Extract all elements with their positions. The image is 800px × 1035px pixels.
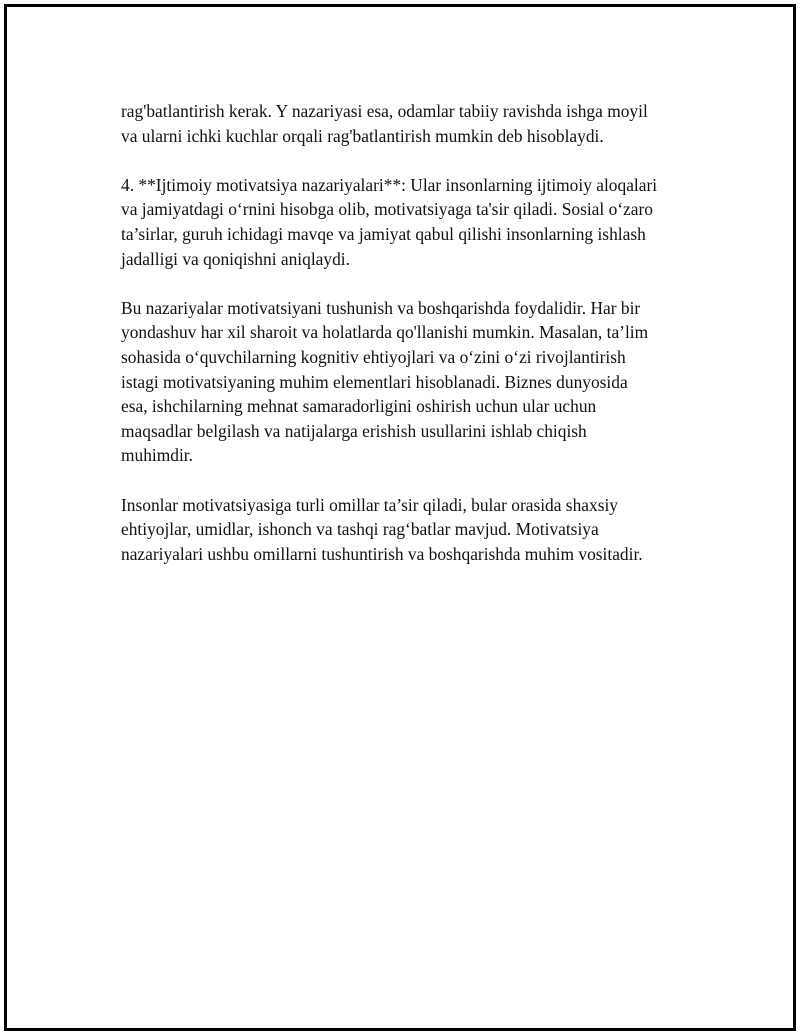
text-line: muhimdir. [121,445,193,466]
text-line: va ularni ichki kuchlar orqali rag'batlantirish mumkin deb hisoblaydi. [121,125,604,146]
paragraph-theories-usefulness [121,296,707,468]
text-line: istagi motivatsiyaning muhim elementlari hisoblanadi. Biznes dunyosida [121,371,628,392]
text-line: Bu nazariyalar motivatsiyani tushunish va boshqarishda foydalidir. Har bir [121,297,641,318]
text-line: rag'batlantirish kerak. Y nazariyasi esa, odamlar tabiiy ravishda ishga moyil [121,101,648,121]
text-line: ta’sirlar, guruh ichidagi mavqe va jamiyat qabul qilishi insonlarning ishlash [121,223,646,244]
text-line: yondashuv har xil sharoit va holatlarda qo'llanishi mumkin. Masalan, ta’lim [121,322,649,343]
paragraph-motivation-factors [121,493,707,567]
text-line: sohasida o‘quvchilarning kognitiv ehtiyojlari va o‘zini o‘zi rivojlantirish [121,346,626,367]
page-frame [4,4,796,1031]
text-line: va jamiyatdagi o‘rnini hisobga olib, motivatsiyaga ta'sir qiladi. Sosial o‘zaro [121,199,653,220]
text-line: jadalligi va qoniqishni aniqlaydi. [121,248,350,269]
text-line: nazariyalari ushbu omillarni tushuntirish va boshqarishda muhim vositadir. [121,543,643,564]
text-line: maqsadlar belgilash va natijalarga erishish usullarini ishlab chiqish [121,420,587,441]
paragraph-social-motivation [121,173,707,271]
document-body [121,99,707,591]
text-line: esa, ishchilarning mehnat samaradorligini oshirish uchun ular uchun [121,396,597,417]
paragraph-theory-y [121,99,707,148]
text-line: Insonlar motivatsiyasiga turli omillar ta’sir qiladi, bular orasida shaxsiy [121,494,618,515]
text-line: ehtiyojlar, umidlar, ishonch va tashqi rag‘batlar mavjud. Motivatsiya [121,519,599,540]
text-line: 4. **Ijtimoiy motivatsiya nazariyalari**: Ular insonlarning ijtimoiy aloqalari [121,174,658,195]
